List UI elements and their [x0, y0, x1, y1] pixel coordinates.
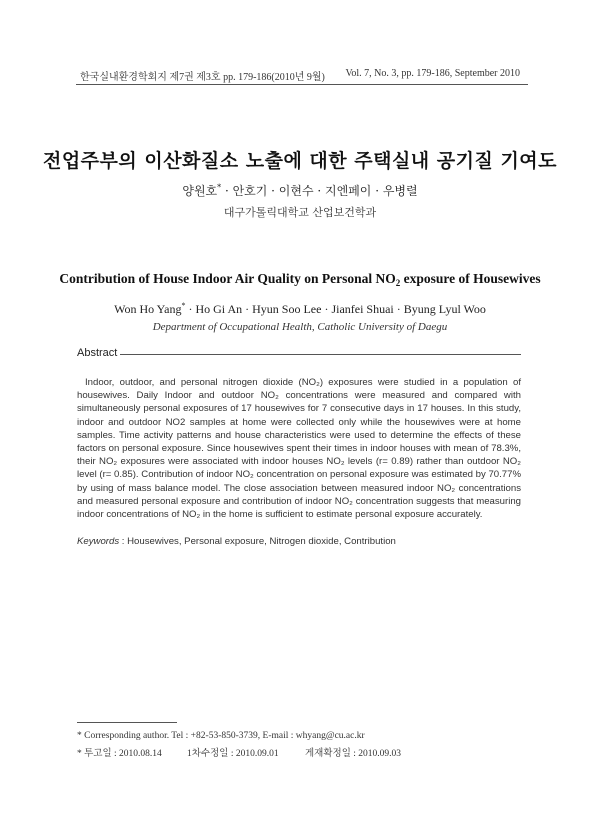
submission-dates	[77, 745, 401, 759]
keywords-text: Housewives, Personal exposure, Nitrogen dioxide, Contribution	[127, 536, 396, 547]
abstract-heading-row	[77, 347, 521, 359]
abstract-body: Indoor, outdoor, and personal nitrogen dioxide (NO₂) exposures were studied in a population of housewives. Daily Indoor and outdoor NO₂ concentrations were measured and compared with simultaneously personal exposures of 17 housewives for 7 consecutive days in 17 houses. In this study, indoor and outdoor NO2 samples at home were collected only while the housewives were at home samples. Time activity patterns and house characteristics were used to determine the effects of these factors on personal exposure. Since housewives spent their times in indoor houses with mean of 78.3%, their NO₂ exposures were associated with indoor houses NO₂ levels (r= 0.89) rather than outdoor NO₂ level (r= 0.85). Contribution of indoor NO₂ concentration on personal exposure was estimated by 70.77% by using of mass balance model. The close association between measured indoor NO₂ concentrations and measured personal exposure and contribution of indoor NO₂ concentration suggests that measuring indoor concentrations of NO₂ in the home is sufficient to estimate personal exposure accurately.	[77, 377, 521, 521]
korean-affiliation: 대구가톨릭대학교 산업보건학과	[223, 206, 377, 219]
footnote-rule	[77, 722, 177, 723]
received-date: * 투고일 : 2010.08.14	[77, 749, 162, 759]
abstract-heading: Abstract	[77, 347, 118, 359]
abstract-rule	[120, 354, 521, 355]
english-title-part2: exposure of Housewives	[400, 271, 541, 286]
journal-header-english: Vol. 7, No. 3, pp. 179-186, September 2010	[345, 68, 520, 79]
journal-header-korean: 한국실내환경학회지 제7권 제3호 pp. 179-186(2010년 9월)	[80, 72, 325, 83]
english-title-subscript: 2	[395, 278, 401, 288]
korean-corresponding-mark: *	[217, 183, 222, 192]
english-authors	[0, 301, 600, 317]
keywords-line	[77, 536, 521, 547]
korean-authors	[0, 182, 600, 199]
korean-first-author: 양원호	[182, 184, 218, 198]
keywords-label: Keywords	[77, 536, 120, 547]
revised-date: 1차수정일 : 2010.09.01	[187, 749, 279, 759]
accepted-date: 게재확정일 : 2010.09.03	[305, 749, 402, 759]
english-title-part1: Contribution of House Indoor Air Quality on Personal NO	[59, 271, 396, 286]
english-other-authors: · Ho Gi An · Hyun Soo Lee · Jianfei Shuai · Byung Lyul Woo	[185, 302, 486, 316]
english-first-author: Won Ho Yang	[114, 302, 182, 316]
english-title	[0, 271, 600, 288]
english-affiliation: Department of Occupational Health, Catholic University of Daegu	[152, 321, 448, 333]
english-corresponding-mark: *	[181, 301, 186, 310]
header-rule	[76, 84, 528, 85]
korean-other-authors: · 안호기 · 이현수 · 지엔페이 · 우병렬	[221, 184, 418, 198]
keywords-separator: :	[119, 536, 128, 547]
corresponding-author-note: * Corresponding author. Tel : +82-53-850-3739, E-mail : whyang@cu.ac.kr	[77, 731, 365, 741]
korean-title: 전업주부의 이산화질소 노출에 대한 주택실내 공기질 기여도	[42, 150, 558, 172]
